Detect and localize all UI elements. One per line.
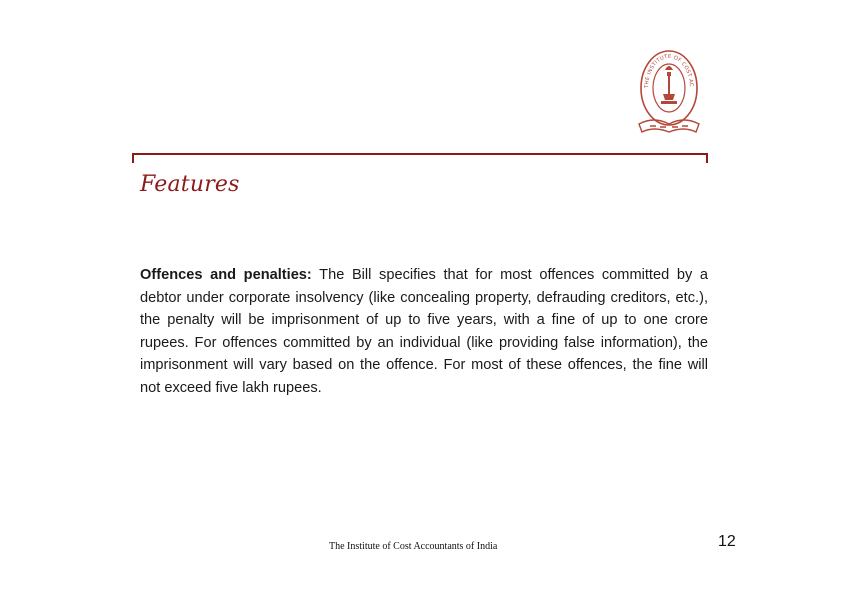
slide-title: Features xyxy=(140,172,240,197)
svg-text:THE INSTITUTE OF COST ACCOUNTA: THE INSTITUTE OF COST AC xyxy=(643,53,695,89)
body-paragraph xyxy=(140,264,708,400)
institute-emblem-lamp-icon xyxy=(636,46,702,136)
footer-institute: The Institute of Cost Accountants of India xyxy=(329,541,498,552)
header-divider xyxy=(132,153,708,163)
institute-emblem-logo xyxy=(636,46,702,136)
body-lead: Offences and penalties: xyxy=(140,267,312,283)
page-number: 12 xyxy=(718,533,736,550)
body-text: The Bill specifies that for most offences committed by a debtor under corporate insolvency (like concealing property, defrauding creditors, etc.), the penalty will be imprisonment of up to five years, with a fine of up to one crore rupees. For offences committed by an individual (like providing false information), the imprisonment will vary based on the offence. For most of these offences, the fine will not exceed five lakh rupees. xyxy=(140,267,708,396)
